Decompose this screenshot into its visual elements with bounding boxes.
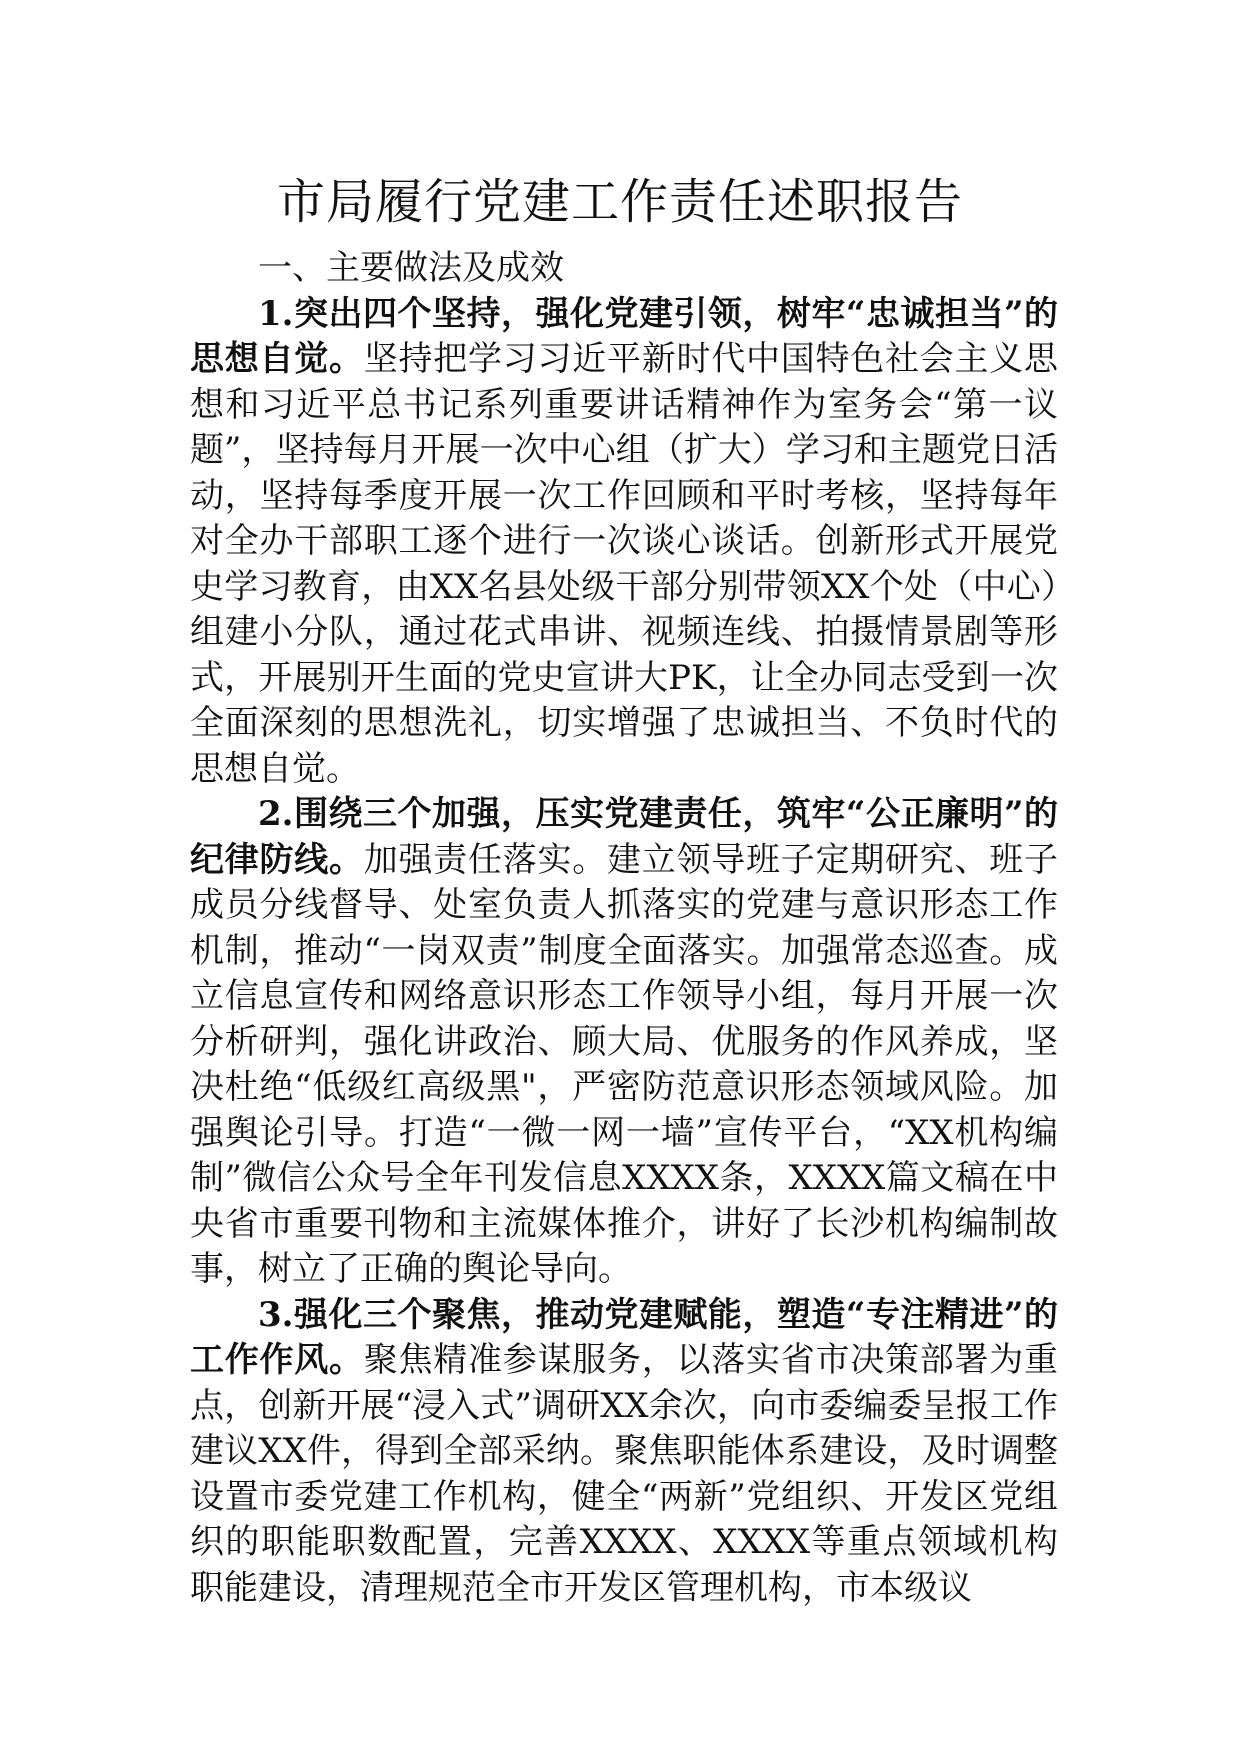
document-title: 市局履行党建工作责任述职报告 xyxy=(276,174,963,230)
paragraph-1-lead: 1.突出四个坚持，强化党建引领，树牢“忠诚担当”的思想自觉。 xyxy=(190,293,1058,379)
paragraph-2 xyxy=(190,792,1058,1293)
paragraph-3-text: 聚焦精准参谋服务，以落实省市决策部署为重点，创新开展“浸入式”调研XX余次，向市委编委呈报工作建议XX件，得到全部采纳。聚焦职能体系建设，及时调整设置市委党建工作机构，健全“两新”党组织、开发区党组织的职能职数配置，完善XXXX、XXXX等重点领域机构职能建设，清理规范全市开发区管理机构，市本级议 xyxy=(190,1340,1058,1608)
paragraph-3 xyxy=(190,1293,1058,1612)
paragraph-1-text: 坚持把学习习近平新时代中国特色社会主义思想和习近平总书记系列重要讲话精神作为室务会“第一议题”，坚持每月开展一次中心组（扩大）学习和主题党日活动，坚持每季度开展一次工作回顾和平时考核，坚持每年对全办干部职工逐个进行一次谈心谈话。创新形式开展党史学习教育，由XX名县处级干部分别带领XX个处（中心）组建小分队，通过花式串讲、视频连线、拍摄情景剧等形式，开展别开生面的党史宣讲大PK，让全办同志受到一次全面深刻的思想洗礼，切实增强了忠诚担当、不负时代的思想自觉。 xyxy=(190,339,1058,789)
paragraph-2-text: 加强责任落实。建立领导班子定期研究、班子成员分线督导、处室负责人抓落实的党建与意识形态工作机制，推动“一岗双责”制度全面落实。加强常态巡查。成立信息宣传和网络意识形态工作领导小组，每月开展一次分析研判，强化讲政治、顾大局、优服务的作风养成，坚决杜绝“低级红高级黑"，严密防范意识形态领域风险。加强舆论引导。打造“一微一网一墙”宣传平台，“XX机构编制”微信公众号全年刊发信息XXXX条，XXXX篇文稿在中央省市重要刊物和主流媒体推介，讲好了长沙机构编制故事，树立了正确的舆论导向。 xyxy=(190,839,1058,1289)
paragraph-3-lead: 3.强化三个聚焦，推动党建赋能，塑造“专注精进”的工作作风。 xyxy=(190,1294,1058,1380)
paragraph-1 xyxy=(190,292,1058,793)
paragraph-2-lead: 2.围绕三个加强，压实党建责任，筑牢“公正廉明”的纪律防线。 xyxy=(190,794,1058,880)
section-heading: 一、主要做法及成效 xyxy=(258,248,564,288)
document-body xyxy=(190,246,1058,1611)
